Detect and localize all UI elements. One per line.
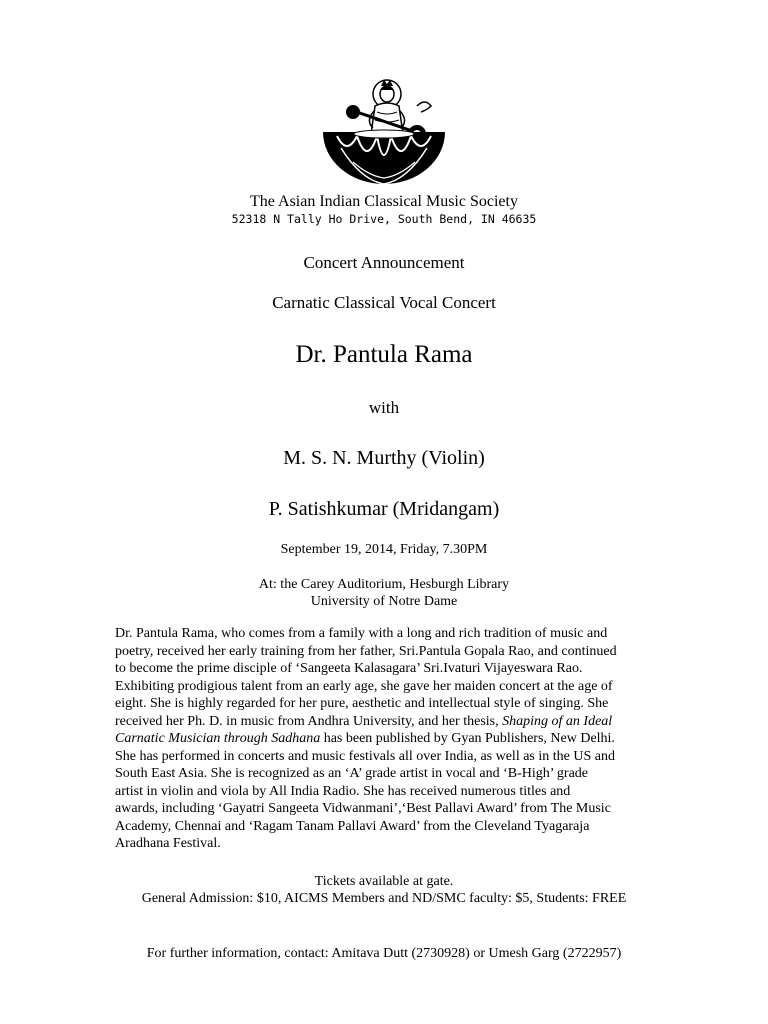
bio-line: Academy, Chennai and ‘Ragam Tanam Pallavi Award’ from the Cleveland Tyagaraja	[115, 818, 590, 834]
bio-line: South East Asia. She is recognized as an ‘A’ grade artist in vocal and ‘B-High’ grade	[115, 766, 589, 781]
concert-datetime: September 19, 2014, Friday, 7.30PM	[280, 542, 488, 557]
bio-line: She has performed in concerts and music festivals all over India, as well as in the US and	[115, 748, 615, 764]
tickets-availability: Tickets available at gate.	[314, 874, 454, 889]
bio-line: awards, including ‘Gayatri Sangeeta Vidwanmani’,‘Best Pallavi Award’ from The Music	[115, 801, 611, 816]
organization-address: 52318 N Tally Ho Drive, South Bend, IN 46635	[231, 212, 537, 226]
bio-line: eight. She is highly regarded for her pure, aesthetic and intellectual style of singing. She	[115, 696, 609, 711]
artist-name: Dr. Pantula Rama	[295, 341, 473, 368]
venue-line-2: University of Notre Dame	[310, 594, 458, 609]
with-text: with	[368, 398, 400, 417]
accompanist-violin: M. S. N. Murthy (Violin)	[283, 447, 485, 469]
bio-line: Aradhana Festival.	[115, 836, 221, 851]
concert-genre: Carnatic Classical Vocal Concert	[272, 293, 496, 312]
organization-name: The Asian Indian Classical Music Society	[250, 193, 518, 210]
bio-line: to become the prime disciple of ‘Sangeeta Kalasagara’ Sri.Ivaturi Vijayeswara Rao.	[115, 661, 583, 676]
thesis-title: Shaping of an Ideal	[502, 713, 613, 729]
bio-line	[115, 713, 660, 731]
bio-text: has been published by Gyan Publishers, New Delhi.	[320, 731, 615, 746]
bio-line: poetry, received her early training from her father, Sri.Pantula Gopala Rao, and continued	[115, 643, 617, 659]
bio-line: artist in violin and viola by All India Radio. She has received numerous titles and	[115, 783, 571, 799]
bio-line: Dr. Pantula Rama, who comes from a family with a long and rich tradition of music and	[115, 626, 608, 641]
saraswati-logo-icon	[317, 76, 451, 188]
bio-text: received her Ph. D. in music from Andhra University, and her thesis,	[115, 713, 503, 729]
announcement-title: Concert Announcement	[303, 253, 465, 272]
bio-line: Exhibiting prodigious talent from an early age, she gave her maiden concert at the age of	[115, 678, 613, 694]
venue-line-1: At: the Carey Auditorium, Hesburgh Library	[258, 577, 510, 592]
tickets-pricing: General Admission: $10, AICMS Members and ND/SMC faculty: $5, Students: FREE	[141, 891, 627, 906]
contact-info: For further information, contact: Amitava Dutt (2730928) or Umesh Garg (2722957)	[146, 946, 622, 961]
thesis-title-cont: Carnatic Musician through Sadhana	[115, 731, 321, 746]
artist-biography	[115, 625, 660, 853]
accompanist-mridangam: P. Satishkumar (Mridangam)	[268, 498, 500, 520]
bio-line	[115, 730, 660, 748]
